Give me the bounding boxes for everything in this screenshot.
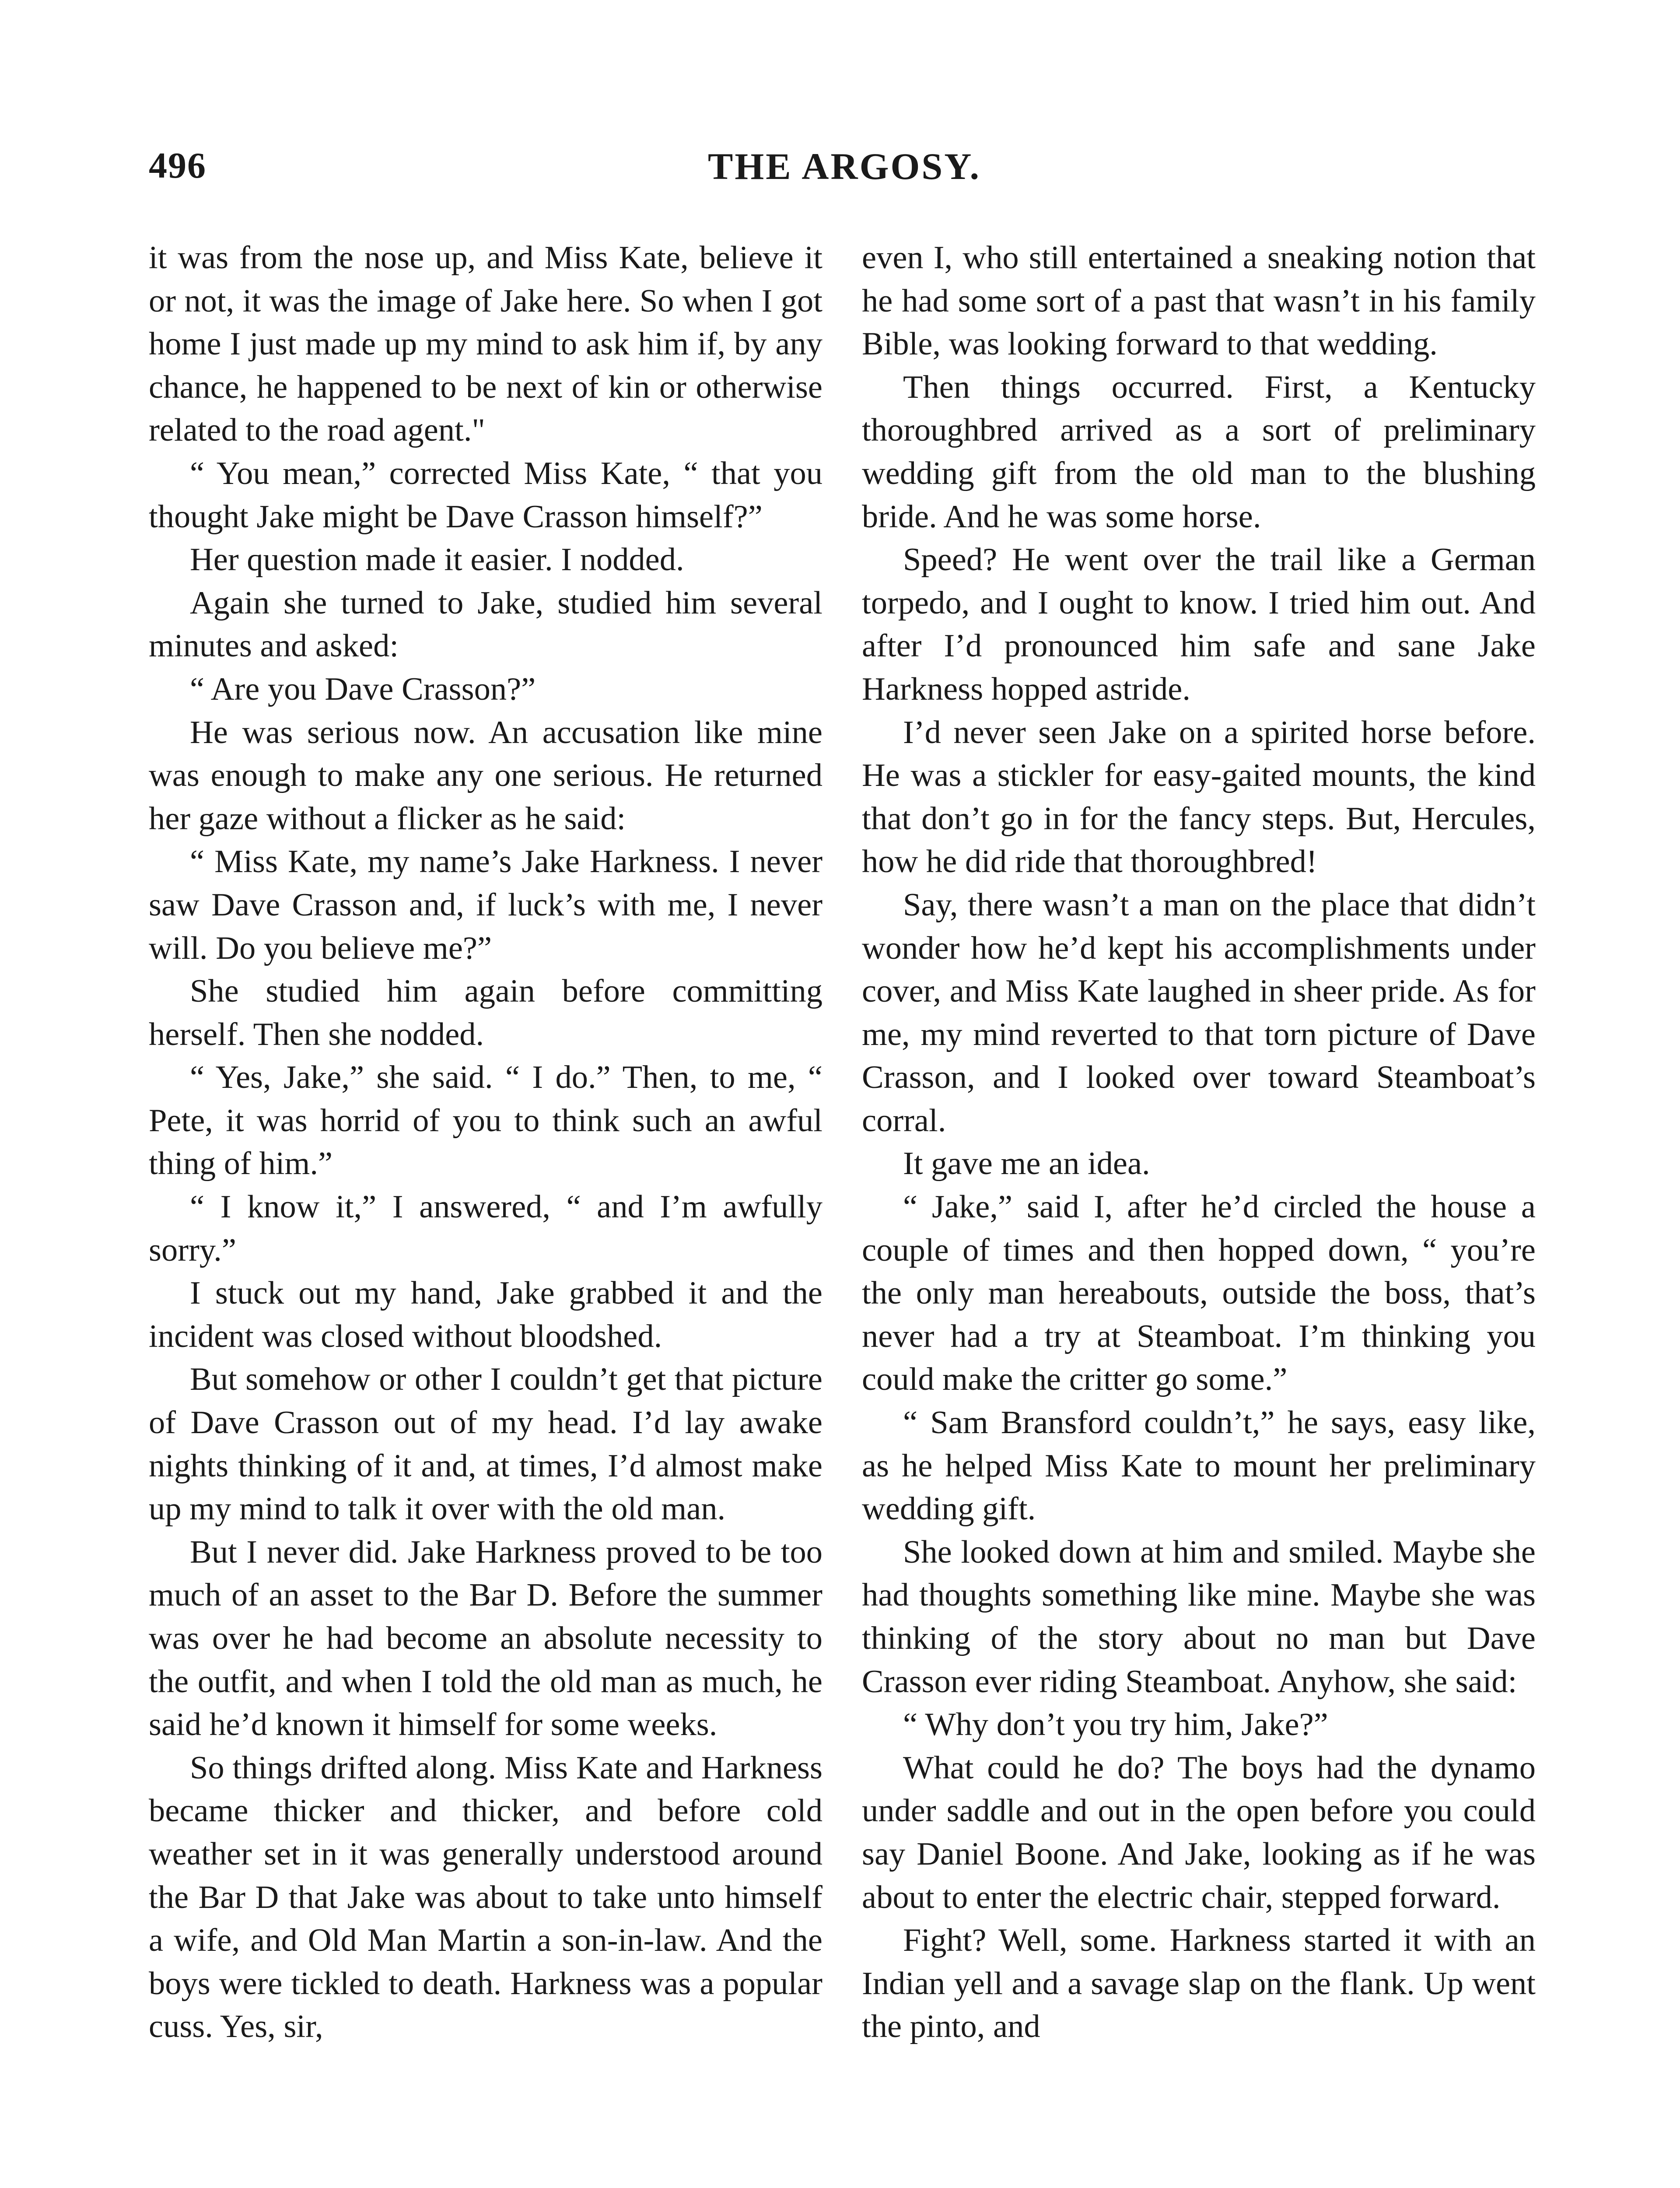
paragraph: Say, there wasn’t a man on the place that didn’t wonder how he’d kept his accomplishments under cover, and Miss Kate laughed in sheer pride. As for me, my mind reverted to that torn picture of Dave Crasson, and I looked over toward Steamboat’s corral.	[862, 887, 1536, 1139]
paragraph: Fight? Well, some. Harkness started it with an Indian yell and a savage slap on the flank. Up went the pinto, and	[862, 1922, 1536, 2045]
page-header	[149, 144, 1540, 197]
paragraph: She studied him again before committing herself. Then she nodded.	[149, 973, 822, 1052]
paragraph: He was serious now. An accusation like mine was enough to make any one serious. He returned her gaze without a flicker as he said:	[149, 714, 822, 837]
paragraph: it was from the nose up, and Miss Kate, believe it or not, it was the image of Jake here. So when I got home I just made up my mind to ask him if, by any chance, he happened to be next of kin or otherwise related to the road agent."	[149, 240, 822, 449]
paragraph: “ Miss Kate, my name’s Jake Harkness. I never saw Dave Crasson and, if luck’s with me, I never will. Do you believe me?”	[149, 844, 822, 966]
paragraph: She looked down at him and smiled. Maybe she had thoughts something like mine. Maybe she was thinking of the story about no man but Dave Crasson ever riding Steamboat. Anyhow, she said:	[862, 1534, 1536, 1700]
paragraph: So things drifted along. Miss Kate and Harkness became thicker and thicker, and before cold weather set in it was generally understood around the Bar D that Jake was about to take unto himself a wife, and Old Man Martin a son-in-law. And the boys were tickled to death. Harkness was a popular cuss. Yes, sir,	[149, 1750, 822, 2045]
paragraph: “ Why don’t you try him, Jake?”	[903, 1707, 1328, 1743]
paragraph: Then things occurred. First, a Kentucky thoroughbred arrived as a sort of preliminary wedding gift from the old man to the blushing bride. And he was some horse.	[862, 369, 1536, 535]
paragraph: It gave me an idea.	[903, 1146, 1150, 1182]
paragraph: But I never did. Jake Harkness proved to be too much of an asset to the Bar D. Before the summer was over he had become an absolute necessity to the outfit, and when I told the old man as much, he said he’d known it himself for some weeks.	[149, 1534, 822, 1743]
paragraph: “ Are you Dave Crasson?”	[190, 671, 536, 707]
paragraph: But somehow or other I couldn’t get that picture of Dave Crasson out of my head. I’d lay awake nights thinking of it and, at times, I’d almost make up my mind to talk it over with the old man.	[149, 1361, 822, 1527]
paragraph: even I, who still entertained a sneaking notion that he had some sort of a past that wasn’t in his family Bible, was looking forward to that wedding.	[862, 240, 1536, 362]
paragraph: What could he do? The boys had the dynamo under saddle and out in the open before you could say Daniel Boone. And Jake, looking as if he was about to enter the electric chair, stepped forward.	[862, 1750, 1536, 1915]
page-number: 496	[149, 145, 206, 186]
left-column	[149, 236, 822, 2048]
running-title: THE ARGOSY.	[708, 145, 981, 187]
paragraph: Again she turned to Jake, studied him several minutes and asked:	[149, 585, 822, 664]
paragraph: “ Jake,” said I, after he’d circled the house a couple of times and then hopped down, “ you’re the only man hereabouts, outside the boss, that’s never had a try at Steamboat. I’m thinking you could make the critter go some.”	[862, 1189, 1536, 1398]
paragraph: I’d never seen Jake on a spirited horse before. He was a stickler for easy-gaited mounts, the kind that don’t go in for the fancy steps. But, Hercules, how he did ride that thoroughbred!	[862, 714, 1536, 880]
paragraph: Speed? He went over the trail like a German torpedo, and I ought to know. I tried him out. And after I’d pronounced him safe and sane Jake Harkness hopped astride.	[862, 542, 1536, 707]
right-column	[862, 236, 1536, 2048]
paragraph: “ Sam Bransford couldn’t,” he says, easy like, as he helped Miss Kate to mount her preliminary wedding gift.	[862, 1405, 1536, 1527]
paragraph: I stuck out my hand, Jake grabbed it and the incident was closed without bloodshed.	[149, 1275, 822, 1354]
paragraph: “ Yes, Jake,” she said. “ I do.” Then, to me, “ Pete, it was horrid of you to think such an awful thing of him.”	[149, 1059, 822, 1182]
paragraph: “ You mean,” corrected Miss Kate, “ that you thought Jake might be Dave Crasson himself?”	[149, 455, 822, 535]
paragraph: Her question made it easier. I nodded.	[190, 542, 684, 578]
paragraph: “ I know it,” I answered, “ and I’m awfully sorry.”	[149, 1189, 822, 1268]
